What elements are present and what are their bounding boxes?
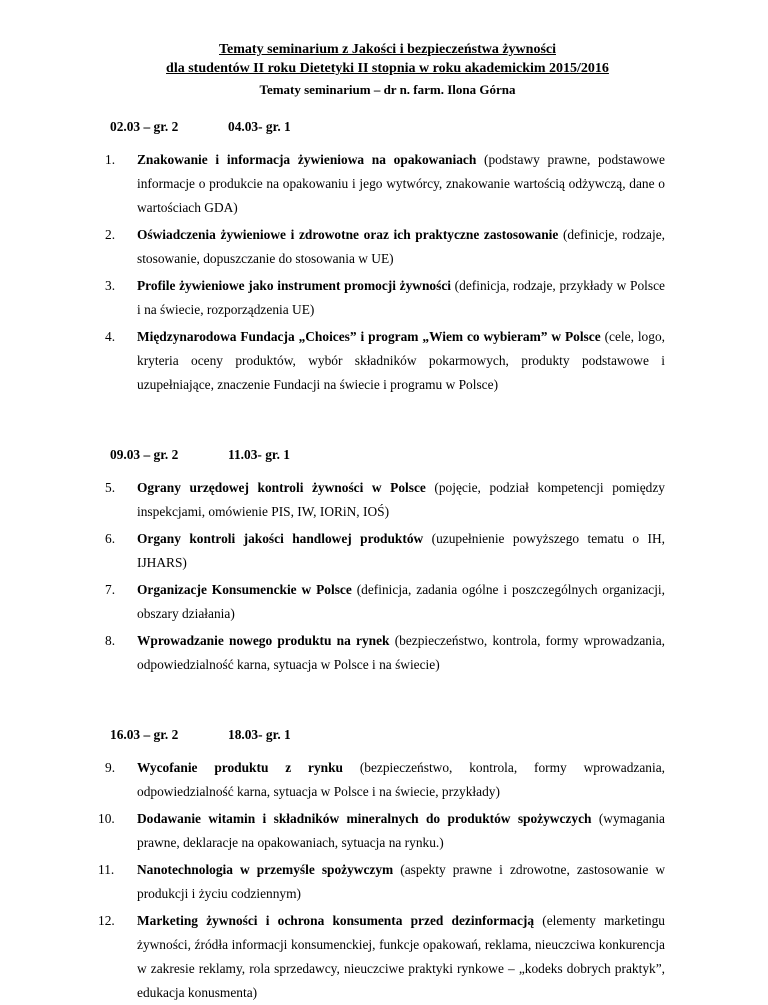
session-3-header (110, 727, 665, 743)
session-2-header (110, 447, 665, 463)
topic-title: Profile żywieniowe jako instrument promocji żywności (137, 278, 451, 293)
topic-description: (aspekty prawne i zdrowotne, zastosowanie w produkcji i życiu codziennym) (137, 862, 665, 901)
topic-title: Organizacje Konsumenckie w Polsce (137, 582, 352, 597)
session-1-topic-list (105, 148, 666, 397)
topic-title: Organy kontroli jakości handlowej produktów (137, 531, 424, 546)
topic-item (105, 325, 665, 397)
topic-title: Nanotechnologia w przemyśle spożywczym (137, 862, 394, 877)
topic-title: Wycofanie produktu z rynku (137, 760, 343, 775)
topic-item (98, 807, 665, 855)
topic-title: Wprowadzanie nowego produktu na rynek (137, 633, 390, 648)
topic-number: 8. (105, 633, 116, 648)
topic-description: (elementy marketingu żywności, źródła informacji konsumenckiej, funkcje opakowań, reklama, nieuczciwa konkurencja w zakresie reklamy, rola sprzedawcy, nieuczciwe praktyki rynkowe – „kodeks dobrych praktyk”, edukacja konusmenta) (137, 913, 665, 1000)
topic-description: (definicje, rodzaje, stosowanie, dopuszczanie do stosowania w UE) (137, 227, 666, 266)
session-1-group1-date: 04.03- gr. 1 (228, 119, 291, 134)
topic-description: (definicja, zadania ogólne i poszczególnych organizacji, obszary działania) (137, 582, 666, 621)
session-3-topic-list (98, 756, 665, 1005)
topic-title: Dodawanie witamin i składników mineralnych do produktów spożywczych (137, 811, 592, 826)
topic-description: (definicja, rodzaje, przykłady w Polsce i na świecie, rozporządzenia UE) (137, 278, 665, 317)
topic-item (105, 223, 666, 271)
topic-number: 11. (98, 862, 115, 877)
topic-item (105, 629, 665, 677)
topic-item (98, 858, 665, 906)
topic-description: (cele, logo, kryteria oceny produktów, wybór składników pokarmowych, produkty podstawowe i uzupełniające, znaczenie Fundacji na świecie i programu w Polsce) (137, 329, 665, 392)
document-title-line1: Tematy seminarium z Jakości i bezpieczeństwa żywności (219, 42, 556, 57)
session-3-group1-date: 18.03- gr. 1 (228, 727, 291, 742)
topic-description: (uzupełnienie powyższego tematu o IH, IJHARS) (137, 531, 665, 570)
topic-number: 12. (98, 913, 115, 928)
topic-title: Międzynarodowa Fundacja „Choices” i program „Wiem co wybieram” w Polsce (137, 329, 601, 344)
topic-number: 7. (105, 582, 116, 597)
topic-title: Marketing żywności i ochrona konsumenta przed dezinformacją (137, 913, 535, 928)
topic-item (105, 274, 665, 322)
topic-description: (podstawy prawne, podstawowe informacje o produkcie na opakowaniu i jego wytwórcy, znakowanie wartością odżywczą, dane o wartościach GDA) (137, 152, 665, 215)
topic-item (105, 756, 665, 804)
topic-title: Znakowanie i informacja żywieniowa na opakowaniach (137, 152, 477, 167)
session-1-group2-date: 02.03 – gr. 2 (110, 119, 179, 134)
topic-number: 6. (105, 531, 116, 546)
topic-item (105, 578, 666, 626)
topic-number: 2. (105, 227, 116, 242)
topic-item (105, 476, 665, 524)
topic-number: 5. (105, 480, 116, 495)
topic-number: 10. (98, 811, 115, 826)
session-3-group2-date: 16.03 – gr. 2 (110, 727, 179, 742)
session-2-group1-date: 11.03- gr. 1 (228, 447, 290, 462)
topic-description: (bezpieczeństwo, kontrola, formy wprowadzania, odpowiedzialność karna, sytuacja w Polsce i na świecie) (137, 633, 665, 672)
topic-item (105, 148, 665, 220)
topic-item (98, 909, 665, 1005)
topic-number: 3. (105, 278, 116, 293)
topic-number: 1. (105, 152, 116, 167)
topic-description: (bezpieczeństwo, kontrola, formy wprowadzania, odpowiedzialność karna, sytuacja w Polsce i na świecie, przykłady) (137, 760, 665, 799)
session-2-topic-list (105, 476, 666, 677)
topic-number: 9. (105, 760, 116, 775)
session-1-header (110, 119, 665, 135)
document-title-line2: dla studentów II roku Dietetyki II stopnia w roku akademickim 2015/2016 (166, 61, 609, 76)
session-2-group2-date: 09.03 – gr. 2 (110, 447, 179, 462)
topic-number: 4. (105, 329, 116, 344)
topic-title: Ograny urzędowej kontroli żywności w Polsce (137, 480, 426, 495)
document-subtitle: Tematy seminarium – dr n. farm. Ilona Górna (259, 82, 516, 97)
topic-description: (wymagania prawne, deklaracje na opakowaniach, sytuacja na rynku.) (137, 811, 665, 850)
topic-title: Oświadczenia żywieniowe i zdrowotne oraz ich praktyczne zastosowanie (137, 227, 559, 242)
topic-item (105, 527, 665, 575)
topic-description: (pojęcie, podział kompetencji pomiędzy inspekcjami, omówienie PIS, IW, IORiN, IOŚ) (137, 480, 665, 519)
